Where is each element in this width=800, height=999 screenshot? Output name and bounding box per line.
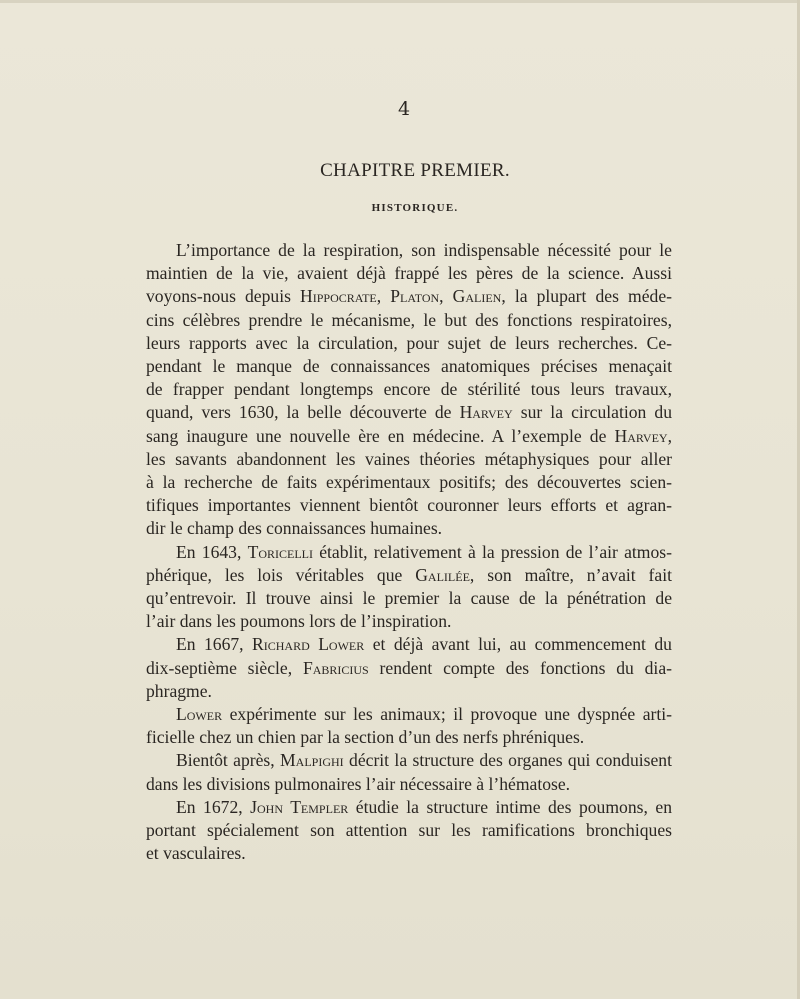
- author-name: Harvey: [459, 402, 513, 423]
- text-line: [146, 517, 672, 540]
- text-span: En 1672,: [176, 796, 251, 817]
- text-line: [146, 564, 672, 587]
- text-line: [146, 726, 672, 749]
- author-name: Hippocrate: [300, 286, 377, 307]
- page-top-edge: [0, 0, 800, 3]
- text-span: établit, relativement à la pression de l’air atmos-: [312, 541, 672, 562]
- text-span: cins célèbres prendre le mécanisme, le but des fonctions respiratoires,: [146, 309, 672, 330]
- text-span: sur la circulation du: [512, 402, 673, 423]
- text-line: [146, 378, 672, 401]
- author-name: John Templer: [250, 796, 349, 817]
- text-span: L’importance de la respiration, son indispensable nécessité pour le: [176, 240, 672, 260]
- text-line: [146, 796, 672, 819]
- text-line: [146, 703, 672, 726]
- text-line: [146, 285, 672, 308]
- page-number: 4: [398, 98, 411, 120]
- text-span: voyons-nous depuis: [146, 286, 301, 307]
- text-line: [146, 262, 672, 285]
- text-span: tifiques importantes viennent bientôt couronner leurs efforts et agran-: [146, 495, 672, 516]
- text-span: portant spécialement son attention sur les ramifications bronchiques: [146, 820, 672, 841]
- text-line: [146, 819, 672, 842]
- text-line: [146, 657, 672, 680]
- text-span: expérimente sur les animaux; il provoque une dyspnée arti-: [222, 704, 672, 725]
- text-span: leurs rapports avec la circulation, pour sujet de leurs recherches. Ce-: [146, 332, 672, 353]
- author-name: Toricelli: [247, 541, 313, 562]
- text-span: dans les divisions pulmonaires l’air nécessaire à l’hématose.: [146, 773, 571, 794]
- author-name: Malpighi: [280, 750, 344, 771]
- chapter-title: CHAPITRE PREMIER.: [320, 160, 510, 181]
- text-span: dir le champ des connaissances humaines.: [146, 518, 443, 539]
- text-line: [146, 773, 672, 796]
- text-span: rendent compte des fonctions du dia-: [368, 657, 672, 678]
- text-span: à la recherche de faits expérimentaux positifs; des découvertes scien-: [146, 472, 672, 493]
- text-span: de frapper pendant longtemps encore de stérilité tous leurs travaux,: [146, 379, 672, 400]
- text-span: décrit la structure des organes qui conduisent: [343, 750, 672, 771]
- text-line: [146, 309, 672, 332]
- text-span: En 1667,: [176, 634, 253, 655]
- text-line: [146, 471, 672, 494]
- text-line: [146, 541, 672, 564]
- text-line: [146, 494, 672, 517]
- text-line: [146, 401, 672, 424]
- section-title: HISTORIQUE.: [371, 202, 459, 214]
- text-line: [146, 448, 672, 471]
- text-line: [146, 633, 672, 656]
- text-span: maintien de la vie, avaient déjà frappé les pères de la science. Aussi: [146, 263, 672, 284]
- text-line: [146, 680, 672, 703]
- text-span: sang inaugure une nouvelle ère en médecine. A l’exemple de: [146, 425, 615, 446]
- author-name: Harvey: [614, 425, 668, 446]
- text-span: ,: [376, 286, 391, 307]
- text-line: [146, 239, 672, 262]
- author-name: Fabricius: [302, 657, 369, 678]
- text-line: [146, 425, 672, 448]
- author-name: Galilée: [415, 564, 470, 585]
- author-name: Platon: [390, 286, 440, 307]
- text-span: et vasculaires.: [146, 843, 246, 864]
- author-name: Galien: [452, 286, 502, 307]
- text-span: En 1643,: [176, 541, 248, 562]
- author-name: Richard Lower: [252, 634, 365, 655]
- text-span: ficielle chez un chien par la section d’un des nerfs phréniques.: [146, 727, 585, 748]
- author-name: Lower: [176, 704, 223, 725]
- text-span: , son maître, n’avait fait: [469, 564, 672, 585]
- text-span: Bientôt après,: [176, 750, 281, 771]
- text-span: et déjà avant lui, au commencement du: [364, 634, 672, 655]
- text-span: étudie la structure intime des poumons, en: [348, 796, 672, 817]
- text-line: [146, 332, 672, 355]
- text-line: [146, 355, 672, 378]
- text-span: quand, vers 1630, la belle découverte de: [146, 402, 460, 423]
- text-span: l’air dans les poumons lors de l’inspiration.: [146, 611, 452, 632]
- text-span: phragme.: [146, 680, 212, 701]
- text-line: [146, 587, 672, 610]
- text-line: [146, 842, 672, 865]
- text-span: , la plupart des méde-: [501, 286, 673, 307]
- text-line: [146, 610, 672, 633]
- text-span: qu’entrevoir. Il trouve ainsi le premier la cause de la pénétration de: [146, 588, 672, 609]
- body-text: [146, 239, 672, 865]
- text-span: dix-septième siècle,: [146, 657, 303, 678]
- text-line: [146, 749, 672, 772]
- text-span: phérique, les lois véritables que: [146, 564, 416, 585]
- text-span: les savants abandonnent les vaines théories métaphysiques pour aller: [146, 448, 672, 469]
- text-span: ,: [439, 286, 453, 307]
- text-span: pendant le manque de connaissances anatomiques précises menaçait: [146, 356, 672, 377]
- text-span: ,: [667, 425, 672, 446]
